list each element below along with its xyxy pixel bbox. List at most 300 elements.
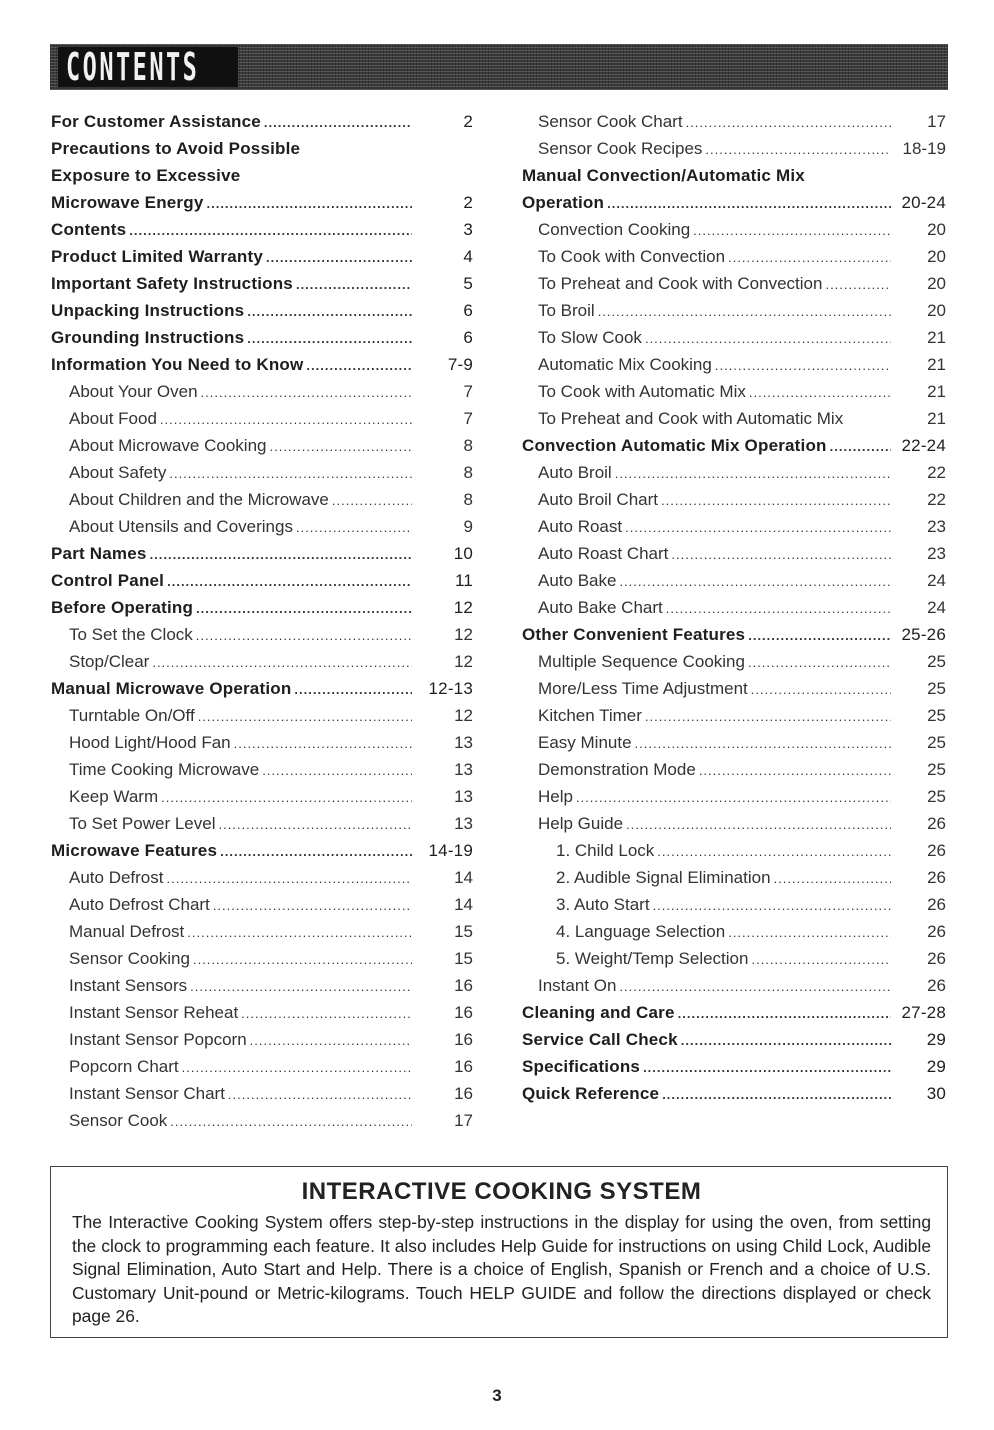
toc-entry-label: 5. Weight/Temp Selection <box>556 949 749 968</box>
toc-entry <box>522 1026 946 1053</box>
toc-entry-page: 20 <box>927 274 946 293</box>
toc-entry-label: Precautions to Avoid Possible <box>51 139 301 158</box>
toc-entry-label: Instant Sensors <box>69 976 188 995</box>
toc-entry-page: 16 <box>454 1084 473 1103</box>
toc-entry <box>522 486 946 513</box>
toc-entry-page: 4 <box>463 247 473 266</box>
dot-leader <box>247 298 412 325</box>
toc-entry-label: Instant Sensor Reheat <box>69 1003 239 1022</box>
toc-entry <box>522 918 946 945</box>
dot-leader <box>196 622 412 649</box>
dot-leader <box>748 622 891 649</box>
toc-entry-page: 12 <box>454 706 473 725</box>
dot-leader <box>774 865 891 892</box>
toc-entry <box>51 1053 473 1080</box>
toc-entry <box>522 567 946 594</box>
toc-entry-page: 29 <box>926 1057 946 1076</box>
toc-entry <box>522 594 946 621</box>
toc-entry-page: 17 <box>927 112 946 131</box>
toc-entry <box>51 540 473 567</box>
dot-leader <box>619 568 891 595</box>
toc-entry-label: More/Less Time Adjustment <box>538 679 748 698</box>
dot-leader <box>607 190 891 217</box>
toc-entry-page: 9 <box>463 517 473 536</box>
toc-entry <box>51 945 473 972</box>
toc-entry-page: 21 <box>927 409 946 428</box>
dot-leader <box>626 811 891 838</box>
toc-entry-label: Unpacking Instructions <box>51 301 245 320</box>
toc-entry <box>51 594 473 621</box>
dot-leader <box>152 649 412 676</box>
toc-entry-page: 26 <box>927 868 946 887</box>
dot-leader <box>193 946 412 973</box>
toc-entry <box>51 324 473 351</box>
toc-entry <box>51 243 473 270</box>
toc-entry-label: Manual Convection/Automatic Mix <box>522 166 805 185</box>
toc-entry-page: 26 <box>927 949 946 968</box>
toc-entry <box>51 702 473 729</box>
toc-entry-page: 6 <box>463 301 473 320</box>
toc-entry-page: 13 <box>454 814 473 833</box>
dot-leader <box>666 595 891 622</box>
dot-leader <box>196 595 412 622</box>
dot-leader <box>170 1108 412 1135</box>
toc-entry-label: To Set Power Level <box>69 814 216 833</box>
toc-entry-page: 25 <box>927 733 946 752</box>
toc-entry-page: 18-19 <box>902 139 946 158</box>
toc-entry-label: 4. Language Selection <box>556 922 726 941</box>
toc-entry <box>522 837 946 864</box>
toc-entry-page: 25 <box>927 760 946 779</box>
toc-entry <box>522 405 946 432</box>
toc-entry-label: Specifications <box>522 1057 641 1076</box>
toc-entry <box>51 189 473 216</box>
toc-entry-page: 17 <box>454 1111 473 1130</box>
toc-entry-page: 16 <box>454 1003 473 1022</box>
toc-entry-label: About Microwave Cooking <box>69 436 267 455</box>
toc-entry-label: About Food <box>69 409 157 428</box>
toc-entry <box>522 756 946 783</box>
toc-entry <box>51 675 473 702</box>
toc-entry-label: Information You Need to Know <box>51 355 304 374</box>
toc-entry <box>522 243 946 270</box>
toc-entry <box>522 270 946 297</box>
toc-entry-label: Important Safety Instructions <box>51 274 293 293</box>
toc-entry-label: Multiple Sequence Cooking <box>538 652 745 671</box>
toc-entry-page: 23 <box>927 544 946 563</box>
toc-entry <box>522 216 946 243</box>
toc-entry-label: Sensor Cook Chart <box>538 112 683 131</box>
page-number: 3 <box>492 1386 502 1405</box>
toc-entry-label: Part Names <box>51 544 147 563</box>
toc-entry-label: To Cook with Automatic Mix <box>538 382 746 401</box>
toc-entry-label: Control Panel <box>51 571 165 590</box>
toc-entry-label: Auto Roast <box>538 517 623 536</box>
interactive-cooking-system-box <box>50 1166 948 1338</box>
dot-leader <box>296 271 412 298</box>
toc-entry-label: Manual Microwave Operation <box>51 679 292 698</box>
toc-entry-label: To Cook with Convection <box>538 247 726 266</box>
toc-entry-page: 25-26 <box>901 625 946 644</box>
toc-entry-page: 20 <box>927 301 946 320</box>
toc-entry-label: Exposure to Excessive <box>51 166 241 185</box>
dot-leader <box>662 1081 891 1108</box>
dot-leader <box>213 892 412 919</box>
toc-entry-label: Instant Sensor Chart <box>69 1084 225 1103</box>
toc-entry <box>51 621 473 648</box>
toc-entry-label: Sensor Cooking <box>69 949 190 968</box>
toc-entry-label: 2. Audible Signal Elimination <box>556 868 771 887</box>
toc-entry-label: Demonstration Mode <box>538 760 696 779</box>
toc-entry-label: Auto Broil <box>538 463 612 482</box>
toc-entry <box>522 513 946 540</box>
dot-leader <box>129 217 412 244</box>
dot-leader <box>218 811 412 838</box>
toc-entry <box>522 1080 946 1107</box>
toc-entry <box>522 459 946 486</box>
toc-entry-label: Microwave Features <box>51 841 218 860</box>
toc-entry <box>51 513 473 540</box>
dot-leader <box>619 973 891 1000</box>
toc-entry-page: 21 <box>927 382 946 401</box>
toc-entry <box>51 351 473 378</box>
toc-entry-label: Auto Roast Chart <box>538 544 669 563</box>
toc-entry <box>51 1026 473 1053</box>
dot-leader <box>615 460 891 487</box>
dot-leader <box>198 703 412 730</box>
toc-entry-label: Auto Bake Chart <box>538 598 663 617</box>
toc-entry-label: Before Operating <box>51 598 194 617</box>
toc-entry-label: Convection Automatic Mix Operation <box>522 436 827 455</box>
toc-entry <box>51 783 473 810</box>
toc-entry-page: 8 <box>463 436 473 455</box>
toc-entry-label: Service Call Check <box>522 1030 678 1049</box>
toc-entry <box>522 351 946 378</box>
toc-entry <box>522 972 946 999</box>
toc-entry-label: Hood Light/Hood Fan <box>69 733 231 752</box>
toc-entry-label: About Utensils and Coverings <box>69 517 293 536</box>
toc-entry-page: 13 <box>454 787 473 806</box>
toc-entry-label: Other Convenient Features <box>522 625 746 644</box>
toc-entry-label: 3. Auto Start <box>556 895 650 914</box>
toc-entry-label: Microwave Energy <box>51 193 204 212</box>
toc-entry-page: 21 <box>927 328 946 347</box>
toc-entry-label: Help <box>538 787 573 806</box>
toc-entry-label: To Slow Cook <box>538 328 642 347</box>
toc-entry-page: 2 <box>463 193 473 212</box>
contents-banner <box>50 44 948 90</box>
toc-left-column <box>51 108 473 1134</box>
toc-entry-label: Auto Broil Chart <box>538 490 658 509</box>
toc-entry <box>522 1053 946 1080</box>
dot-leader <box>167 865 413 892</box>
toc-entry-page: 15 <box>454 922 473 941</box>
toc-entry <box>51 405 473 432</box>
toc-entry-label: Manual Defrost <box>69 922 185 941</box>
toc-entry <box>51 459 473 486</box>
toc-entry <box>522 945 946 972</box>
toc-entry-label: Instant On <box>538 976 617 995</box>
toc-entry-page: 29 <box>926 1030 946 1049</box>
toc-entry-page: 11 <box>454 571 473 590</box>
dot-leader <box>686 109 891 136</box>
toc-entry <box>51 567 473 594</box>
toc-entry <box>51 162 473 189</box>
toc-entry <box>522 864 946 891</box>
toc-entry <box>522 108 946 135</box>
toc-entry-page: 7 <box>463 409 473 428</box>
toc-entry-page: 26 <box>927 976 946 995</box>
toc-entry-label: Grounding Instructions <box>51 328 245 347</box>
toc-entry <box>51 297 473 324</box>
toc-entry <box>51 972 473 999</box>
toc-entry <box>522 432 946 459</box>
dot-leader <box>296 514 412 541</box>
dot-leader <box>657 838 891 865</box>
toc-entry-label: Quick Reference <box>522 1084 660 1103</box>
toc-entry <box>51 891 473 918</box>
contents-title-box <box>58 47 238 87</box>
toc-entry <box>522 324 946 351</box>
toc-entry-label: Turntable On/Off <box>69 706 195 725</box>
toc-entry <box>522 621 946 648</box>
toc-entry <box>522 891 946 918</box>
toc-entry-label: To Broil <box>538 301 595 320</box>
toc-entry <box>522 729 946 756</box>
toc-entry-label: Sensor Cook Recipes <box>538 139 703 158</box>
dot-leader <box>294 676 412 703</box>
toc-entry-page: 21 <box>927 355 946 374</box>
dot-leader <box>653 892 891 919</box>
toc-entry-label: Stop/Clear <box>69 652 150 671</box>
dot-leader <box>681 1027 891 1054</box>
toc-entry-label: Popcorn Chart <box>69 1057 179 1076</box>
toc-entry <box>51 432 473 459</box>
toc-entry-page: 30 <box>926 1084 946 1103</box>
dot-leader <box>661 487 891 514</box>
dot-leader <box>264 109 412 136</box>
dot-leader <box>825 271 891 298</box>
toc-entry-label: About Safety <box>69 463 167 482</box>
toc-entry-page: 26 <box>927 895 946 914</box>
toc-entry-page: 6 <box>463 328 473 347</box>
dot-leader <box>671 541 891 568</box>
toc-entry-page: 25 <box>927 787 946 806</box>
dot-leader <box>625 514 891 541</box>
toc-entry <box>51 378 473 405</box>
toc-entry-page: 15 <box>454 949 473 968</box>
dot-leader <box>241 1000 412 1027</box>
toc-entry <box>51 918 473 945</box>
toc-entry-page: 20 <box>927 247 946 266</box>
toc-entry-page: 12 <box>454 652 473 671</box>
toc-entry <box>51 270 473 297</box>
dot-leader <box>167 568 412 595</box>
toc-entry <box>522 135 946 162</box>
dot-leader <box>728 244 891 271</box>
toc-entry-page: 8 <box>463 463 473 482</box>
dot-leader <box>262 757 412 784</box>
dot-leader <box>678 1000 891 1027</box>
toc-entry-label: Automatic Mix Cooking <box>538 355 712 374</box>
toc-entry-page: 22 <box>927 490 946 509</box>
toc-entry <box>51 756 473 783</box>
dot-leader <box>150 541 412 568</box>
toc-entry-page: 16 <box>454 1057 473 1076</box>
dot-leader <box>635 730 891 757</box>
toc-entry-label: To Preheat and Cook with Automatic Mix <box>538 409 844 428</box>
toc-entry-label: Convection Cooking <box>538 220 691 239</box>
toc-entry-label: About Your Oven <box>69 382 198 401</box>
dot-leader <box>705 136 891 163</box>
toc-entry-label: Contents <box>51 220 127 239</box>
toc-entry-page: 7 <box>463 382 473 401</box>
toc-entry <box>522 162 946 189</box>
toc-entry <box>51 810 473 837</box>
toc-entry <box>522 702 946 729</box>
dot-leader <box>830 433 891 460</box>
toc-entry <box>51 837 473 864</box>
dot-leader <box>643 1054 891 1081</box>
toc-entry-label: Kitchen Timer <box>538 706 642 725</box>
toc-entry-label: 1. Child Lock <box>556 841 655 860</box>
toc-entry <box>51 648 473 675</box>
toc-entry-page: 24 <box>927 598 946 617</box>
dot-leader <box>728 919 891 946</box>
dot-leader <box>228 1081 412 1108</box>
toc-entry-label: For Customer Assistance <box>51 112 261 131</box>
toc-entry <box>51 864 473 891</box>
dot-leader <box>749 379 891 406</box>
toc-entry-label: Keep Warm <box>69 787 159 806</box>
toc-entry-label: Cleaning and Care <box>522 1003 675 1022</box>
dot-leader <box>748 649 891 676</box>
toc-entry-label: Time Cooking Microwave <box>69 760 260 779</box>
toc-entry-label: Operation <box>522 193 605 212</box>
dot-leader <box>332 487 412 514</box>
toc-entry-page: 8 <box>463 490 473 509</box>
dot-leader <box>306 352 412 379</box>
toc-entry <box>522 648 946 675</box>
toc-entry-page: 16 <box>454 1030 473 1049</box>
toc-entry-page: 22 <box>927 463 946 482</box>
toc-entry-page: 14 <box>454 895 473 914</box>
dot-leader <box>250 1027 412 1054</box>
toc-entry <box>51 999 473 1026</box>
toc-entry-page: 5 <box>463 274 473 293</box>
toc-entry-label: To Preheat and Cook with Convection <box>538 274 823 293</box>
toc-entry-page: 3 <box>463 220 473 239</box>
toc-entry-page: 22-24 <box>901 436 946 455</box>
toc-entry <box>51 135 473 162</box>
page-title: CONTENTS <box>66 45 200 89</box>
dot-leader <box>247 325 412 352</box>
dot-leader <box>266 244 412 271</box>
toc-entry-label: Product Limited Warranty <box>51 247 263 266</box>
dot-leader <box>645 325 891 352</box>
toc-entry-label: Auto Defrost Chart <box>69 895 210 914</box>
toc-entry-page: 13 <box>454 760 473 779</box>
toc-entry-page: 13 <box>454 733 473 752</box>
dot-leader <box>206 190 412 217</box>
dot-leader <box>751 946 891 973</box>
toc-entry-label: Easy Minute <box>538 733 632 752</box>
toc-entry <box>51 108 473 135</box>
dot-leader <box>234 730 412 757</box>
dot-leader <box>220 838 412 865</box>
dot-leader <box>576 784 891 811</box>
toc-entry <box>522 189 946 216</box>
toc-entry-page: 27-28 <box>901 1003 946 1022</box>
toc-entry <box>522 378 946 405</box>
toc-entry-page: 10 <box>453 544 473 563</box>
toc-entry-page: 26 <box>927 814 946 833</box>
toc-entry-page: 14 <box>454 868 473 887</box>
toc-entry-page: 14-19 <box>428 841 473 860</box>
dot-leader <box>693 217 891 244</box>
toc-entry-label: Auto Bake <box>538 571 617 590</box>
info-box-title: INTERACTIVE COOKING SYSTEM <box>301 1178 702 1205</box>
toc-entry <box>522 783 946 810</box>
toc-entry <box>51 486 473 513</box>
toc-entry-label: To Set the Clock <box>69 625 193 644</box>
toc-entry-page: 26 <box>927 922 946 941</box>
toc-entry-page: 12 <box>454 625 473 644</box>
toc-entry <box>522 675 946 702</box>
toc-entry-page: 25 <box>927 679 946 698</box>
toc-entry <box>51 216 473 243</box>
dot-leader <box>160 406 412 433</box>
toc-entry-page: 25 <box>927 652 946 671</box>
dot-leader <box>751 676 891 703</box>
dot-leader <box>201 379 412 406</box>
toc-entry-label: Auto Defrost <box>69 868 164 887</box>
dot-leader <box>169 460 412 487</box>
toc-entry <box>51 1080 473 1107</box>
dot-leader <box>190 973 412 1000</box>
dot-leader <box>715 352 891 379</box>
toc-entry-page: 12-13 <box>428 679 473 698</box>
dot-leader <box>161 784 412 811</box>
toc-entry-page: 2 <box>463 112 473 131</box>
toc-entry-page: 7-9 <box>447 355 473 374</box>
toc-entry-label: Sensor Cook <box>69 1111 168 1130</box>
toc-entry-page: 20 <box>927 220 946 239</box>
toc-entry <box>522 297 946 324</box>
dot-leader <box>182 1054 412 1081</box>
dot-leader <box>269 433 412 460</box>
dot-leader <box>598 298 891 325</box>
toc-entry <box>51 729 473 756</box>
toc-entry-page: 24 <box>927 571 946 590</box>
toc-entry <box>51 1107 473 1134</box>
toc-entry-page: 20-24 <box>901 193 946 212</box>
toc-entry <box>522 540 946 567</box>
toc-entry-label: About Children and the Microwave <box>69 490 329 509</box>
toc-entry <box>522 810 946 837</box>
toc-entry-label: Help Guide <box>538 814 624 833</box>
toc-entry-page: 26 <box>927 841 946 860</box>
dot-leader <box>187 919 412 946</box>
toc-entry-page: 23 <box>927 517 946 536</box>
toc-entry-page: 16 <box>454 976 473 995</box>
dot-leader <box>645 703 891 730</box>
toc-entry-page: 12 <box>453 598 473 617</box>
dot-leader <box>699 757 891 784</box>
toc-entry-page: 25 <box>927 706 946 725</box>
info-box-body: The Interactive Cooking System offers step-by-step instructions in the display for using the oven, from setting the clock to programming each feature. It also includes Help Guide for instructions on using Child Lock, Audible Signal Elimination, Auto Start and Help. There is a choice of English, Spanish or French and a choice of U.S. Customary Unit-pound or Metric-kilograms. Touch HELP GUIDE and follow the directions displayed or check page 26. <box>72 1212 931 1326</box>
toc-entry <box>522 999 946 1026</box>
